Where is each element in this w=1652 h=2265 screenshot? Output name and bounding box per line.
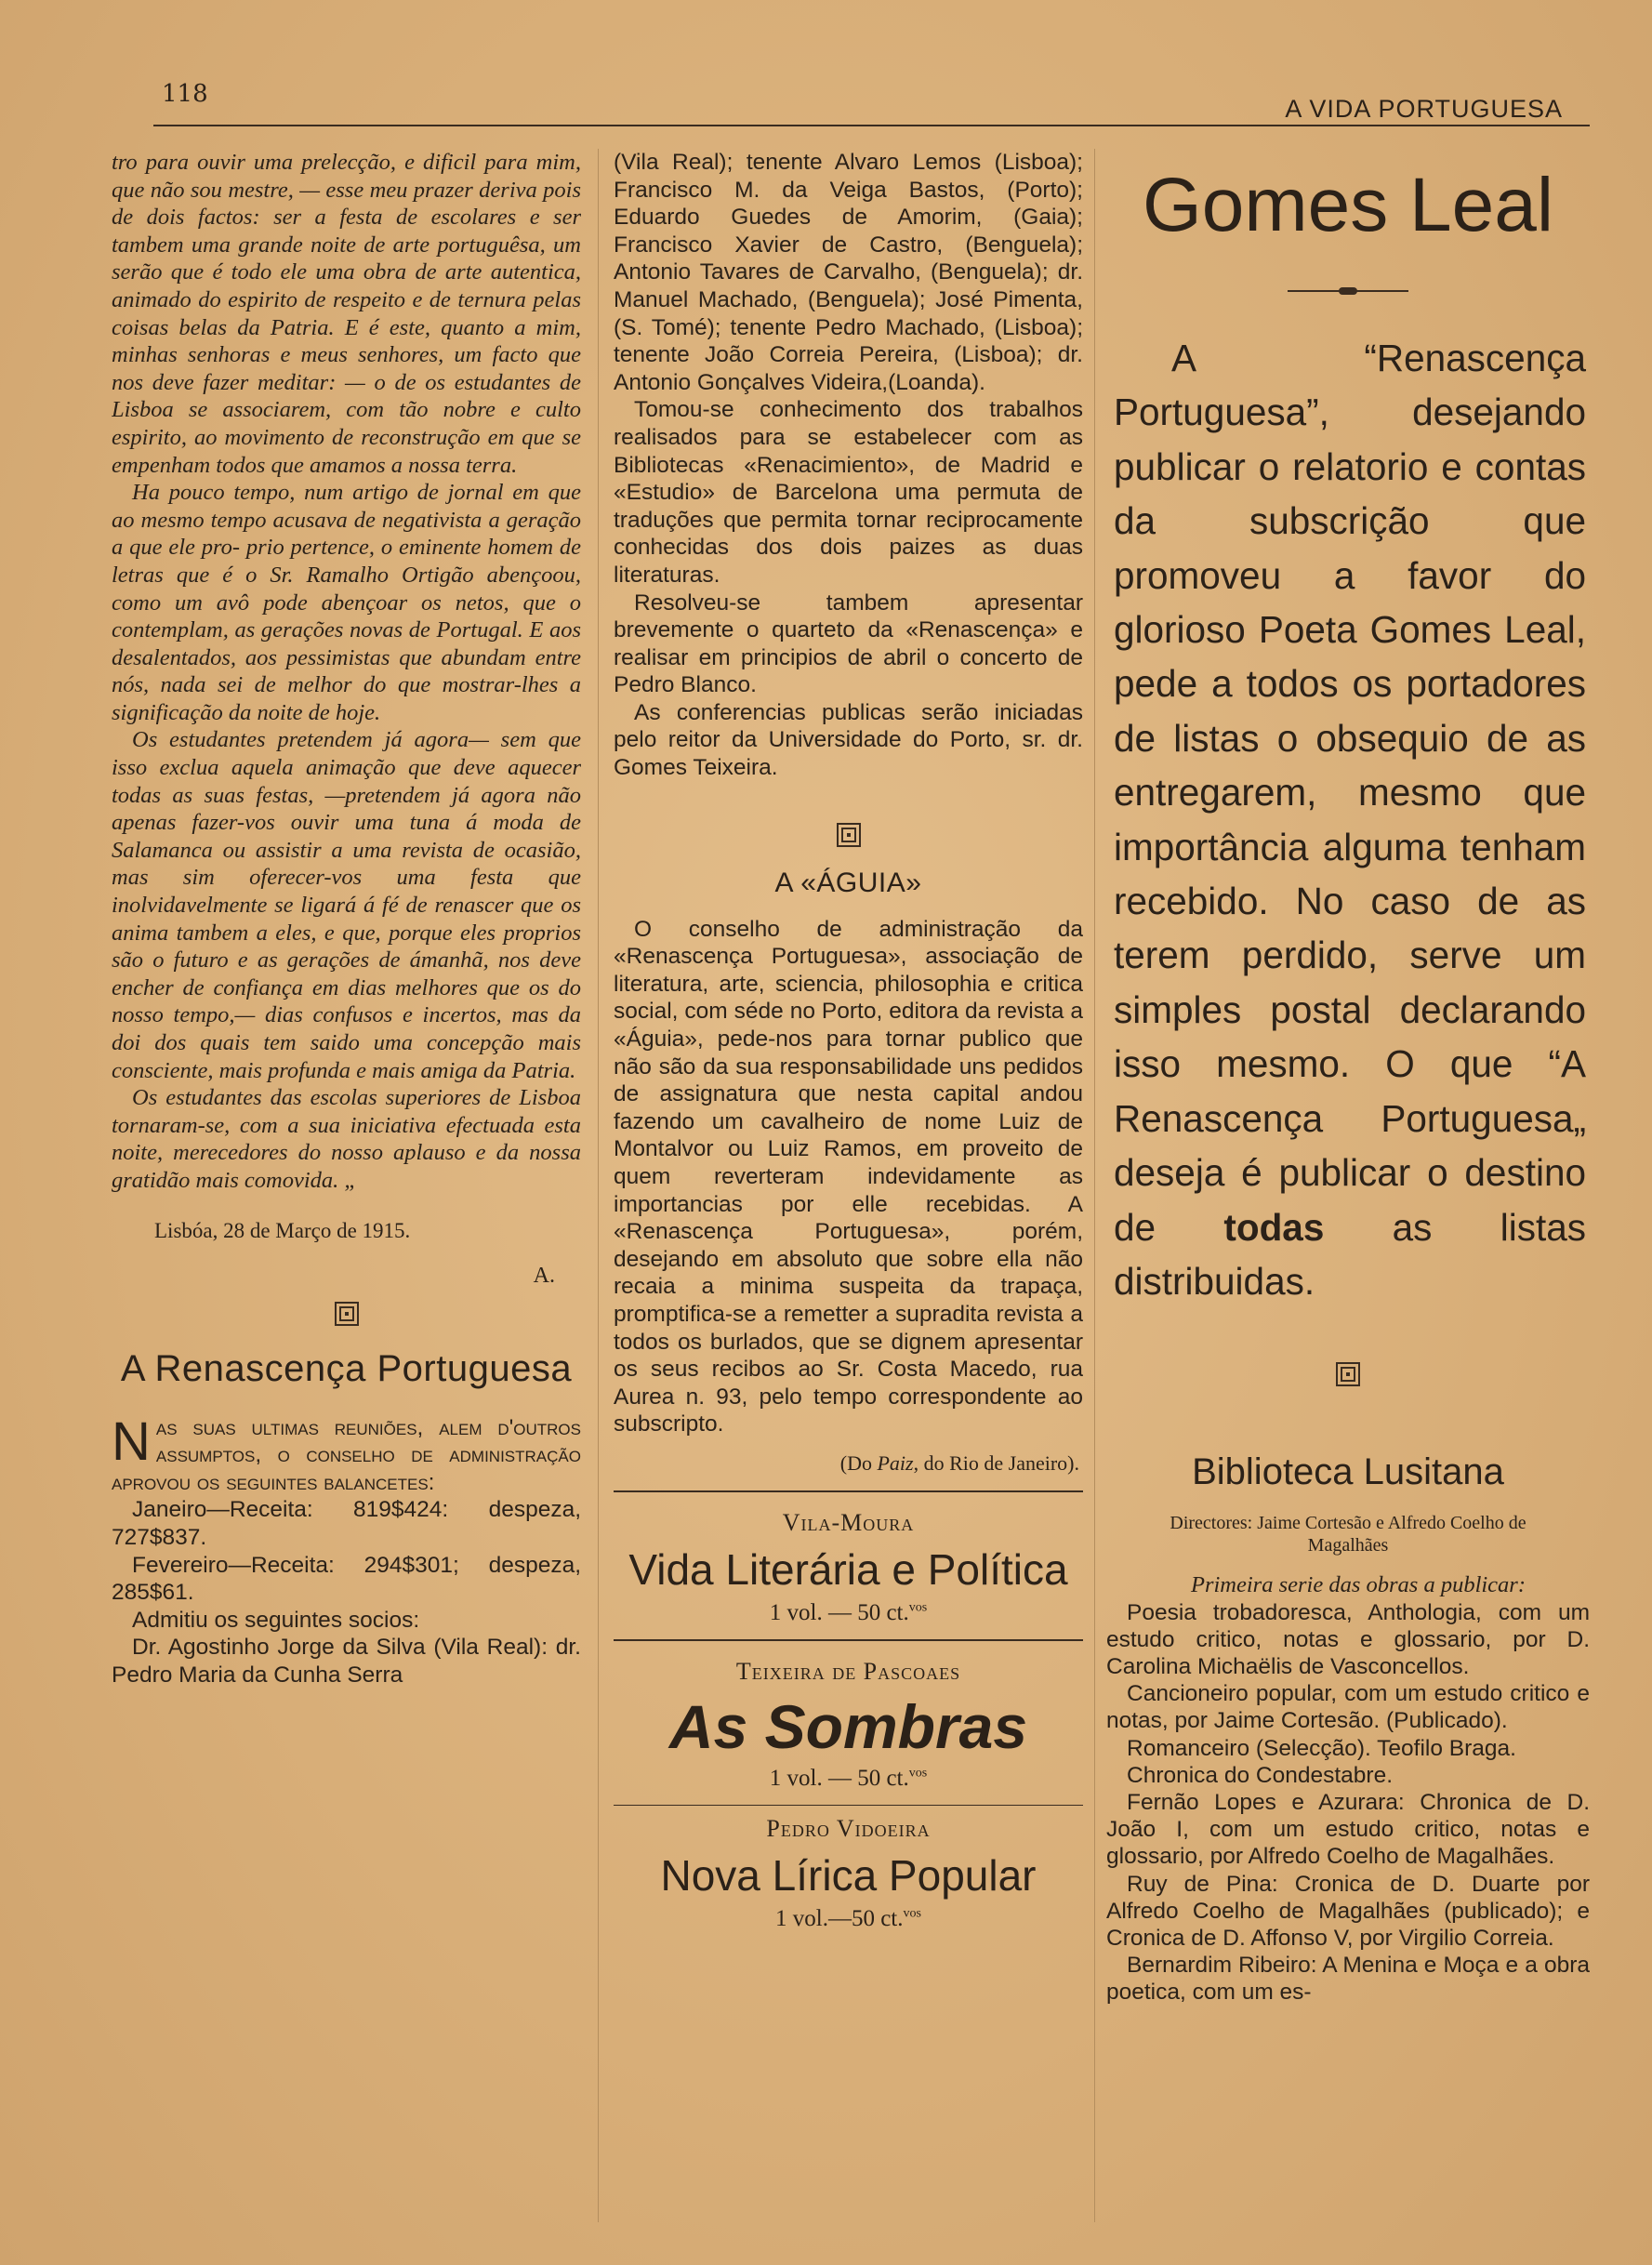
ad-price: 1 vol. — 50 ct.$^{vos}$: [769, 1765, 928, 1791]
notice-emphasis: todas: [1223, 1205, 1325, 1249]
column-right: [1106, 149, 1590, 2241]
title-divider: [1288, 290, 1408, 292]
notice-paragraph: A “Renascença Portuguesa”, desejando publicar o relatorio e contas da subscrição que promoveu a favor do glorioso Poeta Gomes Leal, pede a todos os portadores de listas o obsequio de as entregarem, mesmo que importância alguma tenham recebido. No caso de as terem perdido, serve um simples postal declarando isso mesmo. O que “A Renascença Portuguesa„ deseja é publicar o destino de todas as listas distribuidas.: [1114, 337, 1586, 1303]
biblioteca-item: Romanceiro (Selecção). Teofilo Braga.: [1127, 1735, 1516, 1761]
ad-author: Teixeira de Pascoaes: [735, 1657, 961, 1685]
balancete-line: Janeiro—Receita: 819$424: despeza, 727$837.: [112, 1497, 581, 1550]
renascenca-text: [112, 1411, 581, 1689]
ornament-icon: [335, 1302, 359, 1326]
biblioteca-serie: Primeira serie das obras a publicar:: [1191, 1572, 1526, 1598]
biblioteca-item: Ruy de Pina: Cronica de D. Duarte por Alfredo Coelho de Magalhães (publicado); e Cronica de D. Affonso V, por Virgilio Correia.: [1106, 1871, 1590, 1951]
speech-paragraph: Ha pouco tempo, num artigo de jornal em que ao mesmo tempo acusava de negativista a geração a que ele pro- prio pertence, o eminente homem de letras que é o Sr. Ramalho Ortigão abençoou, como um avô pode abençoar os netos, que o contemplam, as gerações novas de Portugal. E aos desalentados, aos pessimistas que abundam entre nós, nada sei de melhor do que mostrar-lhes a significação da noite de hoje.: [112, 480, 581, 725]
ornament-icon: [1336, 1362, 1360, 1386]
ad-title: Vida Literária e Política: [628, 1544, 1068, 1594]
speech-paragraph: Os estudantes das escolas superiores de Lisboa tornaram-se, com a sua iniciativa efectuada esta noite, merecedores do nosso aplauso e da nossa gratidão mais comovida. „: [112, 1085, 581, 1193]
biblioteca-item: Poesia trobadoresca, Anthologia, com um estudo critico, notas e glossario, por D. Carolina Michaëlis de Vasconcellos.: [1106, 1599, 1590, 1679]
biblioteca-item: Bernardim Ribeiro: A Menina e Moça e a obra poetica, com um es-: [1106, 1953, 1590, 2006]
source-name: Paiz: [877, 1450, 914, 1475]
column-divider-2: [1094, 149, 1095, 2222]
dateline: Lisbóa, 28 de Março de 1915.: [154, 1218, 411, 1242]
paragraph: Tomou-se conhecimento dos trabalhos realisados para se estabelecer com as Bibliotecas «Renacimiento», de Madrid e «Estudio» de Barcelona uma permuta de traduções que permita tornar reciprocamente conhecidas dos dois paizes as duas literaturas.: [614, 397, 1083, 588]
ad-price: 1 vol.—50 ct.$^{vos}$: [775, 1905, 921, 1931]
socios-line: Admitiu os seguintes socios:: [132, 1607, 420, 1633]
renascenca-lead-paragraph: [112, 1411, 581, 1497]
drop-cap: N: [112, 1411, 151, 1472]
ad-vida-literaria: [614, 1509, 1083, 1626]
page-number: 118: [162, 80, 208, 108]
ad-title: As Sombras: [668, 1691, 1028, 1761]
biblioteca-list: [1106, 1571, 1590, 2006]
ad-title: Nova Lírica Popular: [660, 1850, 1037, 1900]
speech-paragraph: Os estudantes pretendem já agora— sem que isso exclua aquela animação que deve aquecer todas as suas festas, —pretendem já agora não apenas fazer-vos ouvir uma tuna á moda de Salamanca ou assistir a uma revista de ocasião, mas sim oferecer-vos uma festa que inolvidavelmente se ligará á fé de renascer que os anima tambem a eles, e que, porque eles proprios são o futuro e as gerações de ámanhã, nos deve encher de confiança em dias melhores que os do nosso tempo,— dias confusos e incertos, mas da doi dos quais tem saido uma concepção mais consciente, mais profunda e mais amiga da Patria.: [112, 727, 581, 1083]
biblioteca-item: Fernão Lopes e Azurara: Chronica de D. João I, com um estudo critico, notas e glossario, por Alfredo Coelho de Magalhães.: [1106, 1789, 1590, 1870]
ad-rule: [614, 1805, 1083, 1806]
biblioteca-lusitana-title: Biblioteca Lusitana: [1192, 1451, 1504, 1493]
ad-author: Pedro Vidoeira: [766, 1814, 931, 1842]
column-middle: [614, 149, 1083, 2241]
column-divider-1: [598, 149, 599, 2222]
column-left: [112, 149, 581, 2241]
balancete-line: Fevereiro—Receita: 294$301; despeza, 285$61.: [112, 1552, 581, 1606]
ornament-icon: [837, 823, 861, 847]
ad-rule: [614, 1490, 1083, 1492]
aguia-paragraph: O conselho de administração da «Renascença Portuguesa», associação de literatura, arte, sciencia, philosophia e critica social, com séde no Porto, editora da revista a «Águia», pede-nos para tornar publico que não são da sua responsabilidade uns pedidos de assignatura que nesta capital andou fazendo um cavalheiro de nome Luiz de Montalvor ou Luiz Ramos, em proveito de quem reverteram indevidamente as importancias por elle recebidas. A «Renascença Portuguesa», porém, desejando em absoluto que sobre ella não recaia a minima suspeita da trapaça, promptifica-se a remetter a supradita revista a todos os burlados, que se dignem apresentar os seus recibos ao Sr. Costa Macedo, rua Aurea n. 93, pelo tempo correspondente ao subscripto.: [614, 916, 1083, 1437]
ad-rule: [614, 1639, 1083, 1641]
gomes-leal-title: Gomes Leal: [1142, 163, 1554, 247]
speech-text: [112, 149, 581, 1195]
gomes-leal-notice: [1106, 331, 1590, 1308]
renascenca-continued: [614, 149, 1083, 782]
source-credit: (Do Paiz, do Rio de Janeiro).: [839, 1450, 1079, 1475]
section-title-renascenca: A Renascença Portuguesa: [120, 1347, 573, 1389]
renascenca-lead: as suas ultimas reuniões, alem d'outros assumptos, o conselho de administração aprovou os seguintes balancetes:: [112, 1414, 581, 1495]
paragraph: Resolveu-se tambem apresentar brevemente o quarteto da «Renascença» e realisar em principios de abril o concerto de Pedro Blanco.: [614, 589, 1083, 698]
ad-author: Vila-Moura: [782, 1508, 915, 1536]
ad-nova-lirica: [614, 1815, 1083, 1932]
section-title-aguia: A «ÁGUIA»: [774, 867, 922, 898]
paragraph: (Vila Real); tenente Alvaro Lemos (Lisboa); Francisco M. da Veiga Bastos, (Porto); Eduardo Guedes de Amorim, (Gaia); Francisco Xavier de Castro, (Benguela); Antonio Tavares de Carvalho, (Benguela); dr. Manuel Machado, (Benguela); José Pimenta, (S. Tomé); tenente Pedro Machado, (Lisboa); tenente João Correia Pereira, (Lisboa); dr. Antonio Gonçalves Videira,(Loanda).: [614, 150, 1083, 395]
ad-as-sombras: [614, 1658, 1083, 1792]
paragraph: As conferencias publicas serão iniciadas pelo reitor da Universidade do Porto, sr. dr. Gomes Teixeira.: [614, 699, 1083, 781]
header-rule: [153, 125, 1590, 126]
signature: A.: [533, 1263, 555, 1288]
journal-title: A VIDA PORTUGUESA: [1285, 95, 1563, 123]
biblioteca-item: Cancioneiro popular, com um estudo critico e notas, por Jaime Cortesão. (Publicado).: [1106, 1681, 1590, 1734]
socios-line: Dr. Agostinho Jorge da Silva (Vila Real): dr. Pedro Maria da Cunha Serra: [112, 1635, 581, 1688]
ad-price: 1 vol. — 50 ct.$^{vos}$: [769, 1599, 928, 1625]
aguia-text: [614, 916, 1083, 1438]
biblioteca-item: Chronica do Condestabre.: [1127, 1762, 1394, 1788]
biblioteca-directors: Directores: Jaime Cortesão e Alfredo Coelho de Magalhães: [1170, 1513, 1526, 1556]
speech-paragraph: tro para ouvir uma prelecção, e dificil para mim, que não sou mestre, — esse meu prazer deriva pois de dois factos: ser a festa de escolares e ser tambem uma grande noite de arte portuguêsa, um serão que é todo ele uma obra de arte autentica, animado do espirito de respeito e de ternura pelas coisas belas da Patria. E é este, quanto a mim, minhas senhoras e meus senhores, um facto que nos deve fazer meditar: — o de os estudantes de Lisboa se associarem, com tão nobre e culto espirito, ao movimento de reconstrução em que se empenham todos que amamos a nossa terra.: [112, 150, 581, 478]
